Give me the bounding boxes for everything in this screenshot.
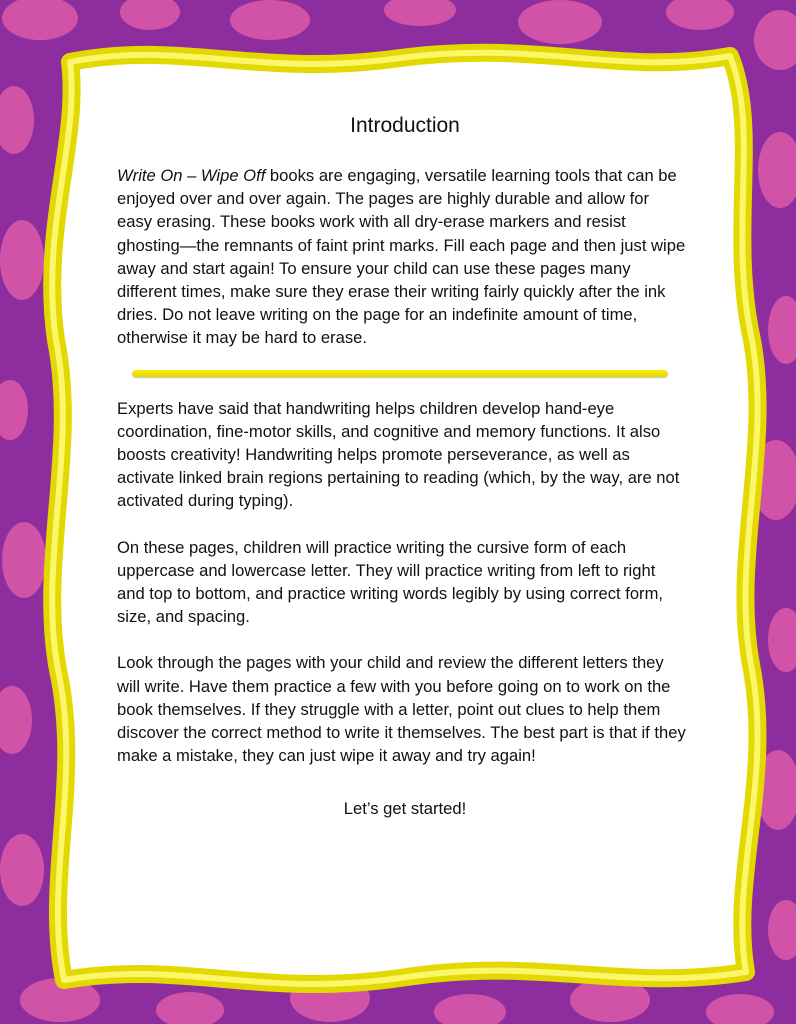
page-title: Introduction [350,114,460,137]
yellow-divider [132,370,668,377]
practice-paragraph: On these pages, children will practice writing the cursive form of each uppercase and lowercase letter. They will practice writing from left to right and top to bottom, and practice writing words legibly by using correct form, size, and spacing. [117,537,664,627]
book-series-name: Write On – Wipe Off [117,166,266,185]
closing-line: Let’s get started! [343,799,467,819]
introduction-panel [117,112,687,821]
guidance-paragraph: Look through the pages with your child and review the different letters they will write. Have them practice a few with you before going on to work on the book themselves. If they struggle with a letter, point out clues to help them discover the correct method to write it themselves. The best part is that if they make a mistake, they can just wipe it away and try again! [117,653,686,766]
intro-paragraph-text: books are engaging, versatile learning tools that can be enjoyed over and over again. The pages are highly durable and allow for easy erasing. These books work with all dry-erase markers and resist ghosting—the remnants of faint print marks. Fill each page and then just wipe away and start again! To ensure your child can use these pages many different times, make sure they erase their writing fairly quickly after the ink dries. Do not leave writing on the page for an indefinite amount of time, otherwise it may be hard to erase. [117,166,686,348]
intro-paragraph [117,164,687,350]
benefits-paragraph: Experts have said that handwriting helps children develop hand-eye coordination, fine-motor skills, and cognitive and memory functions. It also boosts creativity! Handwriting helps promote perseverance, as well as activate linked brain regions pertaining to reading (which, by the way, are not activated during typing). [117,398,680,511]
